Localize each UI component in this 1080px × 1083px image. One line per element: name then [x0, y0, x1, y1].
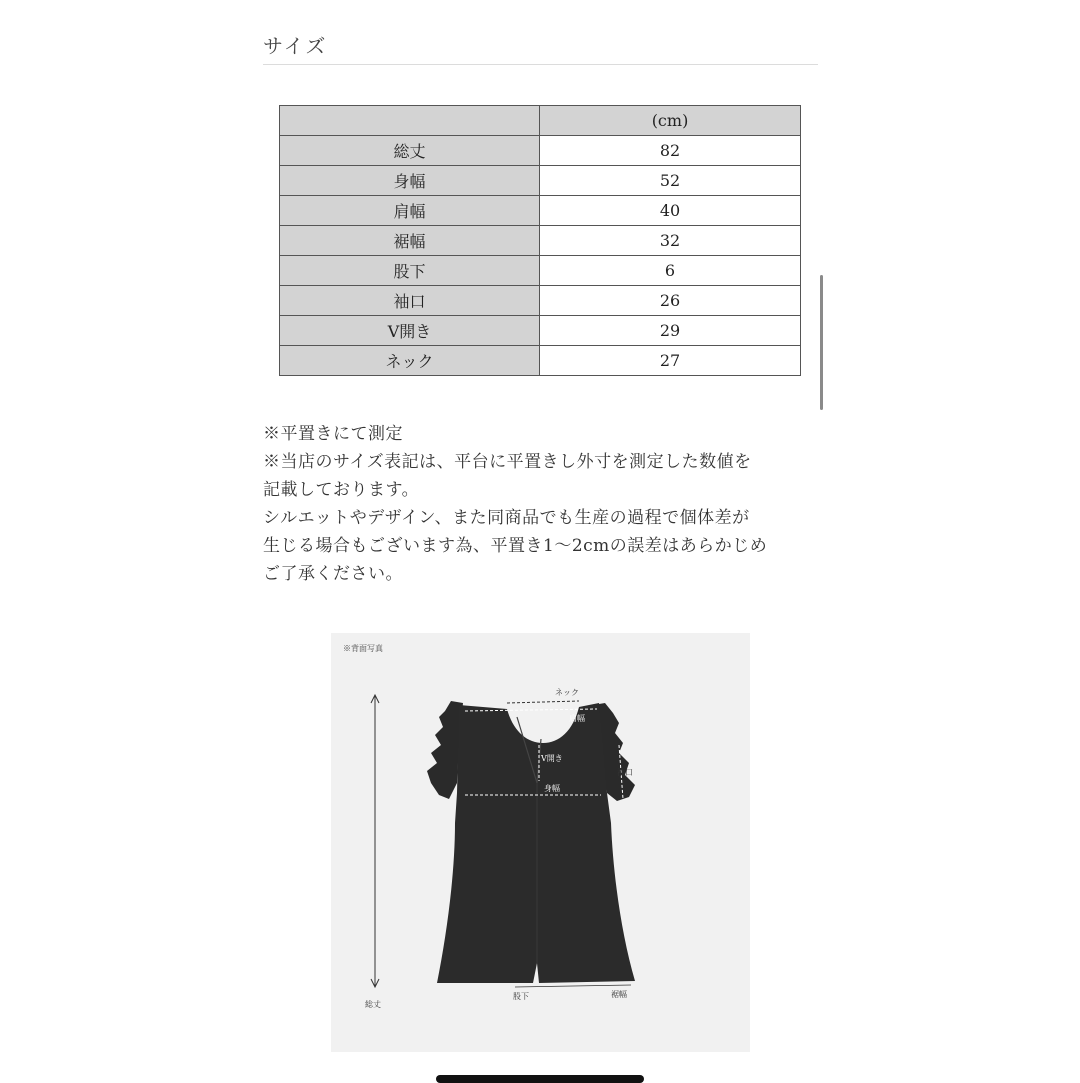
label-neck: ネック [555, 688, 579, 697]
table-row [280, 286, 801, 316]
row-value: 27 [540, 346, 801, 376]
label-hem-width: 裾幅 [611, 990, 627, 999]
label-body-width: 身幅 [544, 784, 560, 793]
note-line: ※当店のサイズ表記は、平台に平置きし外寸を測定した数値を [263, 452, 752, 472]
table-header-blank [280, 106, 540, 136]
figure-note: ※背面写真 [343, 644, 383, 653]
table-row [280, 226, 801, 256]
row-label: 身幅 [280, 166, 540, 196]
row-label: 裾幅 [280, 226, 540, 256]
home-indicator[interactable] [436, 1075, 644, 1083]
row-value: 6 [540, 256, 801, 286]
note-line: ※平置きにて測定 [263, 424, 403, 444]
row-value: 82 [540, 136, 801, 166]
size-table [279, 105, 801, 376]
row-value: 52 [540, 166, 801, 196]
label-v-open: V開き [541, 754, 563, 763]
label-total-length: 総丈 [365, 1000, 381, 1009]
neck-line [507, 701, 579, 703]
row-label: 袖口 [280, 286, 540, 316]
row-value: 40 [540, 196, 801, 226]
size-notes [263, 420, 823, 588]
note-line: シルエットやデザイン、また同商品でも生産の過程で個体差が [263, 508, 750, 528]
table-row [280, 256, 801, 286]
table-row [280, 196, 801, 226]
row-label: V開き [280, 316, 540, 346]
table-row [280, 346, 801, 376]
note-line: 生じる場合もございます為、平置き1〜2cmの誤差はあらかじめ [263, 536, 768, 556]
label-inseam: 股下 [513, 992, 529, 1001]
garment-illustration [331, 633, 750, 1052]
garment-shape [427, 701, 635, 983]
row-label: 肩幅 [280, 196, 540, 226]
row-label: 股下 [280, 256, 540, 286]
table-header-unit: (cm) [540, 106, 801, 136]
section-divider [263, 64, 818, 65]
row-label: 総丈 [280, 136, 540, 166]
row-value: 26 [540, 286, 801, 316]
table-row [280, 136, 801, 166]
measurement-figure [331, 633, 750, 1052]
table-row [280, 316, 801, 346]
row-value: 29 [540, 316, 801, 346]
table-row [280, 166, 801, 196]
section-title: サイズ [263, 34, 328, 58]
scrollbar[interactable] [820, 275, 823, 410]
hem-width-line [515, 985, 631, 987]
row-value: 32 [540, 226, 801, 256]
note-line: ご了承ください。 [263, 564, 403, 584]
row-label: ネック [280, 346, 540, 376]
label-cuff: 袖口 [617, 768, 633, 777]
note-line: 記載しております。 [263, 480, 420, 500]
table-header-row [280, 106, 801, 136]
label-shoulder: 肩幅 [569, 714, 585, 723]
